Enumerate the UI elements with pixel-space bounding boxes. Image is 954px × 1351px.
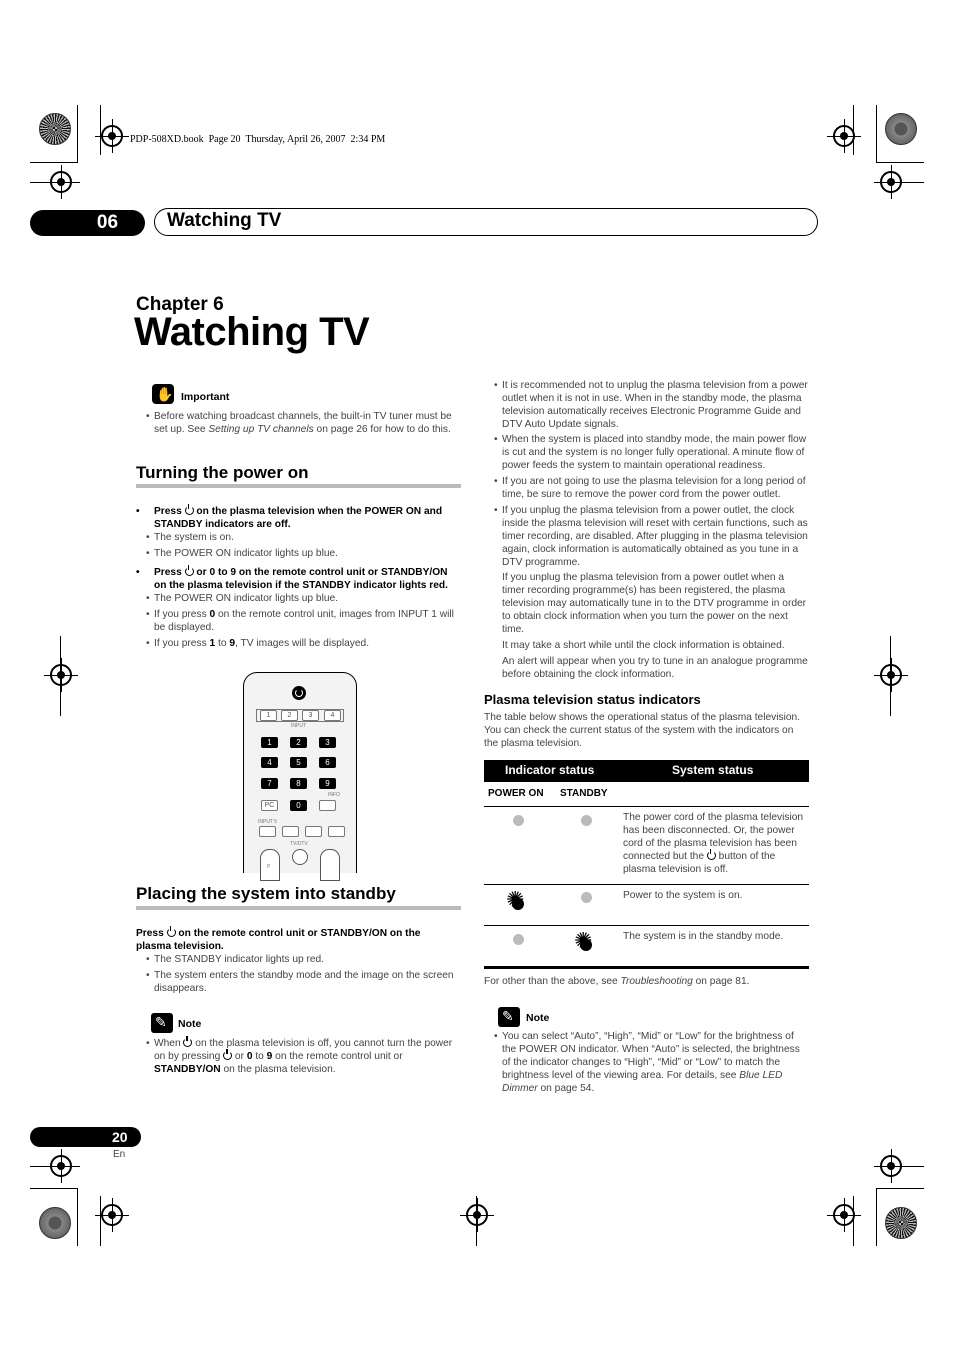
list-item: • The STANDBY indicator lights up red. [154,953,460,966]
step-standby: Press on the remote control unit or STANDBY/ON on the plasma television. [136,928,421,952]
section-rule [136,484,461,488]
remote-num-key: 5 [290,757,307,768]
chapter-number-pill [30,210,145,236]
remote-power-button [292,686,306,700]
list-item: • If you are not going to use the plasma television for a long period of time, be sure to remove the power cord from the power outlet. [502,475,809,501]
registration-mark [880,1155,902,1177]
remote-key [282,826,299,837]
indicator-lit-icon [580,939,592,951]
list-item: • If you unplug the plasma television from a power outlet, the clock inside the plasma television will reset with certain functions, such as timer recording, are disabled. After plugging in the plasma television again, clock information is automatically obtained as you tune in a DTV programme. [502,504,809,569]
list-item: • The system enters the standby mode and the image on the screen disappears. [154,969,460,995]
list-item: • When the system is placed into standby mode, the main power flow is cut and the system is no longer fully operational. A minute flow of power feeds the system to maintain operational readiness. [502,433,809,472]
power-icon [185,506,194,515]
indicator-off [513,815,524,826]
color-disc [39,113,71,145]
list-item: • It is recommended not to unplug the plasma television from a power outlet when it is not in use. When in the standby mode, the plasma television automatically receives Electronic Programme Guide and DTV Auto Update signals. [502,379,809,431]
section-rule [136,906,461,910]
note-icon: ✎ [151,1013,173,1033]
remote-num-key: 4 [261,757,278,768]
note-heading: Note [178,1018,202,1030]
remote-pc-key: PC [261,800,278,811]
sub-power-on: POWER ON [488,788,544,799]
indicator-off [513,934,524,945]
remote-input5-label: INPUT 5 [258,819,278,825]
remote-volume-rocker [320,849,340,881]
status-footer: For other than the above, see Troubleshooting on page 81. [484,976,750,987]
col-indicator-status: Indicator status [505,763,595,777]
col-system-status: System status [672,763,754,777]
list-item: • The POWER ON indicator lights up blue. [154,547,460,560]
power-icon [707,851,716,860]
registration-mark [50,664,72,686]
remote-num-key: 6 [319,757,336,768]
page-number: 20 [112,1129,128,1145]
chapter-title-pill [154,208,818,236]
important-text: • Before watching broadcast channels, the built-in TV tuner must be set up. See Setting up TV channels on page 26 for how to do this. [154,410,460,436]
registration-mark [880,171,902,193]
remote-info-key [319,800,336,811]
note-icon: ✎ [498,1007,520,1027]
table-subheader [484,782,809,807]
status-intro: The table below shows the operational status of the plasma television. You can check the current status of the system with the indicators on the plasma television. [484,712,800,749]
remote-tvdtv-label: TV/DTV [290,841,308,847]
remote-num-key: 9 [319,778,336,789]
registration-mark [833,125,855,147]
table-row [484,926,809,969]
registration-mark [466,1204,488,1226]
chapter-title: Watching TV [167,210,282,231]
table-row [484,807,809,885]
sub-standby: STANDBY [560,788,608,799]
color-disc [885,113,917,145]
remote-key [328,826,345,837]
remote-input-key: 3 [302,710,319,721]
remote-num-key: 8 [290,778,307,789]
remote-input-label: INPUT [291,723,306,729]
note-heading: Note [526,1012,550,1024]
list-item: • The POWER ON indicator lights up blue. [154,592,460,605]
table-row [484,885,809,926]
remote-num-key: 7 [261,778,278,789]
power-icon [167,928,176,937]
remote-num-key: 3 [319,737,336,748]
note-text: • When on the plasma television is off, you cannot turn the power on by pressing or 0 to 9 on the remote control unit or STANDBY/ON on the plasma television. [154,1037,460,1076]
table-header [484,760,809,782]
page-number-pill [30,1127,141,1147]
registration-mark [50,171,72,193]
page-title: Watching TV [134,310,370,354]
indicator-off [581,815,592,826]
indicator-off [581,892,592,903]
system-status-text: The system is in the standby mode. [623,931,784,942]
registration-mark [50,1155,72,1177]
system-status-text: Power to the system is on. [623,890,743,901]
color-disc [39,1207,71,1239]
color-disc [885,1207,917,1239]
registration-mark [833,1204,855,1226]
remote-input-key: 2 [281,710,298,721]
remote-key [259,826,276,837]
list-item: • If you press 1 to 9, TV images will be displayed. [154,637,460,650]
section-heading-standby: Placing the system into standby [136,884,396,903]
status-table [484,760,809,969]
remote-zero-key: 0 [290,800,307,811]
list-item: • If you press 0 on the remote control unit, images from INPUT 1 will be displayed. [154,608,460,634]
important-heading: Important [181,391,230,403]
step-power-on: • Press on the plasma television when the POWER ON and STANDBY indicators are off. [154,505,460,531]
language-code: En [113,1149,126,1160]
print-header: PDP-508XD.book Page 20 Thursday, April 26, 2007 2:34 PM [130,134,386,145]
note-text: • You can select “Auto”, “High”, “Mid” or “Low” for the brightness of the POWER ON indicator. When “Auto” is selected, the brightness of the indicator changes to “High”, “Mid” or “Low” to match the brightness level of the viewing area. For details, see Blue LED Dimmer on page 54. [502,1030,809,1095]
registration-mark [101,1204,123,1226]
remote-tvdtv-button [292,849,308,865]
registration-mark [880,664,902,686]
remote-info-label: INFO [328,792,340,798]
paragraph: An alert will appear when you try to tune in an analogue programme before obtaining the clock information. [502,656,808,680]
remote-input-key: 1 [260,710,277,721]
step-power-on-remote: • Press or 0 to 9 on the remote control unit or STANDBY/ON on the plasma television if the STANDBY indicator lights red. [154,566,460,592]
power-icon [223,1051,232,1060]
remote-num-key: 2 [290,737,307,748]
registration-mark [101,125,123,147]
remote-num-key: 1 [261,737,278,748]
remote-control-illustration [243,672,357,873]
status-heading: Plasma television status indicators [484,692,701,707]
indicator-lit-icon [512,898,524,910]
remote-input-key: 4 [324,710,341,721]
section-heading-power-on: Turning the power on [136,463,309,482]
chapter-header [30,208,818,238]
important-icon: ✋ [152,384,174,404]
chapter-number: 06 [96,212,119,233]
list-item: • The system is on. [154,531,460,544]
remote-key [305,826,322,837]
chapter-label: Chapter 6 [136,294,224,315]
system-status-text: The power cord of the plasma television has been disconnected. Or, the power cord of the plasma television has been connected but the button of the plasma television is off. [623,812,804,875]
paragraph: It may take a short while until the clock information is obtained. [502,640,785,651]
power-icon [185,567,194,576]
paragraph: If you unplug the plasma television from a power outlet when a timer recording programme(s) has been registered, the plasma television may automatically tune in to the DTV programme in order to obtain clock information when you turn the power on the next time. [502,572,807,635]
remote-p-label: P [267,864,271,870]
